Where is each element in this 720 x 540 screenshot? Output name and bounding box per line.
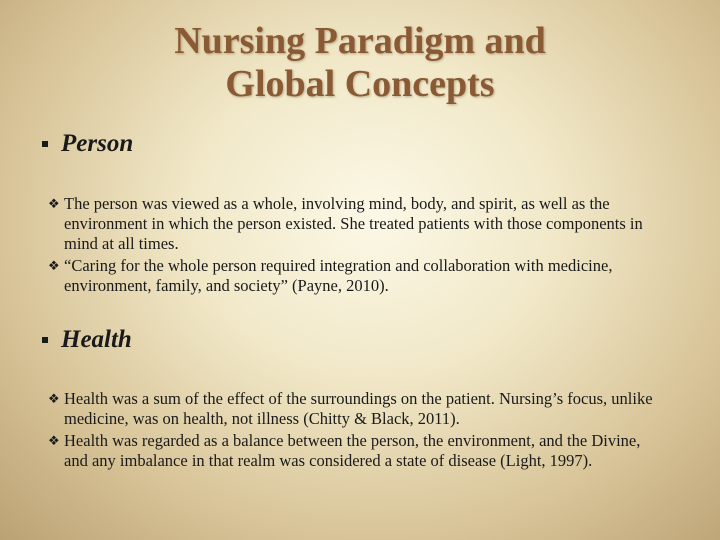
section-heading-text: Person	[61, 130, 134, 157]
bullet-point-text: The person was viewed as a whole, involving mind, body, and spirit, as well as the environment in which the person existed. She treated patients with those components in mind at all times.	[64, 194, 643, 253]
bullet-point	[48, 194, 654, 254]
section-health	[40, 326, 690, 354]
section-heading	[40, 326, 690, 354]
bullet-point-text: Health was a sum of the effect of the surroundings on the patient. Nursing’s focus, unlike medicine, was on health, not illness (Chitty & Black, 2011).	[64, 389, 653, 428]
diamond-bullet-icon: ❖	[48, 258, 60, 273]
square-bullet-icon	[42, 337, 48, 343]
bullet-point-text: Health was regarded as a balance between the person, the environment, and the Divine, and any imbalance in that realm was considered a state of disease (Light, 1997).	[64, 431, 641, 470]
section-heading-text: Health	[61, 326, 132, 353]
slide-title-line-1: Nursing Paradigm and	[174, 20, 546, 62]
section-heading	[40, 130, 690, 158]
square-bullet-icon	[42, 141, 48, 147]
bullet-point	[48, 256, 654, 296]
bullet-point	[48, 431, 654, 471]
diamond-bullet-icon: ❖	[48, 433, 60, 448]
diamond-bullet-icon: ❖	[48, 196, 60, 211]
section-person	[40, 130, 690, 158]
diamond-bullet-icon: ❖	[48, 391, 60, 406]
slide-title	[0, 20, 720, 106]
bullet-point-text: “Caring for the whole person required integration and collaboration with medicine, environment, family, and society” (Payne, 2010).	[64, 256, 613, 295]
bullet-point	[48, 389, 654, 429]
slide-title-line-2: Global Concepts	[225, 63, 495, 105]
